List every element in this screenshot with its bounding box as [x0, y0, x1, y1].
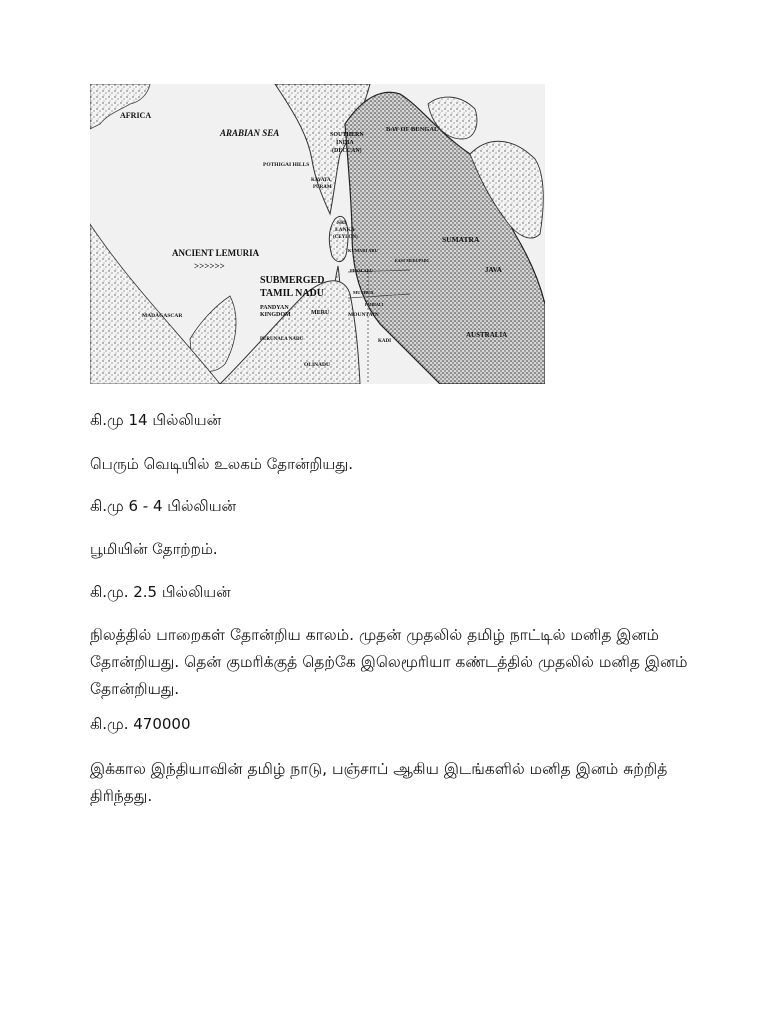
label-pessi-aru: PESSI ARU [350, 268, 374, 273]
date-heading-1: கி.மு 14 பில்லியன் [90, 411, 222, 429]
date-heading-2: கி.மு 6 - 4 பில்லியன் [90, 497, 237, 515]
label-puram: PURAM [313, 185, 332, 190]
label-arabian-sea: ARABIAN SEA [220, 128, 280, 138]
date-heading-3: கி.மு. 2.5 பில்லியன் [90, 583, 231, 601]
label-ancient-lemuria: ANCIENT LEMURIA [172, 248, 260, 258]
lemuria-map-figure [90, 84, 545, 384]
label-pandyan: PANDYAN [260, 305, 289, 311]
label-sri: SRI [337, 220, 347, 226]
label-kumari-aru: KUMARI ARU [348, 248, 378, 253]
paragraph-3: நிலத்தில் பாறைகள் தோன்றிய காலம். முதன் முதலில் தமிழ் நாட்டில் மனித இனம் தோன்றியது. தென் குமரிக்குத் தெற்கே இலெமூரியா கண்டத்தில் முதலில் மனித இனம் தோன்றியது. [90, 626, 688, 698]
label-kadi: KADI [378, 339, 392, 344]
label-perunala: PERUNALA NADU [260, 337, 304, 342]
lemuria-map [90, 84, 545, 384]
label-java: JAVA [485, 266, 502, 274]
paragraph-4: இக்கால இந்தியாவின் தமிழ் நாடு, பஞ்சாப் ஆகிய இடங்களில் மனித இனம் சுற்றித் திரிந்தது. [90, 760, 668, 805]
label-kavata: KAVATA [311, 178, 331, 183]
label-pothigai: POTHIGAI HILLS [263, 162, 310, 168]
label-lanka: LANKA [335, 227, 355, 233]
label-australia: AUSTRALIA [466, 331, 508, 339]
date-heading-4: கி.மு. 470000 [90, 715, 191, 733]
label-submerged: SUBMERGED [260, 275, 325, 286]
label-madagascar: MADAGASCAR [142, 313, 183, 319]
label-pahrali: PAHRALI [365, 302, 384, 307]
label-east-merupadu: EAST MERUPADU [395, 258, 430, 263]
label-sumatra: SUMATRA [442, 235, 480, 244]
label-mountain: MOUNTAIN [348, 312, 379, 318]
label-southern: SOUTHERN [330, 132, 364, 138]
label-lemuria-arrows: >>>>>> [194, 261, 225, 271]
label-tamil-nadu: TAMIL NADU [260, 288, 324, 299]
label-meru: MERU [311, 310, 330, 316]
label-africa: AFRICA [120, 111, 152, 120]
label-india: INDIA [336, 140, 354, 146]
label-deccan: (DECCAN) [332, 148, 362, 154]
label-kingdom: KINGDOM [260, 312, 291, 318]
label-ceylon: (CEYLON) [333, 235, 358, 240]
paragraph-2: பூமியின் தோற்றம். [90, 540, 218, 558]
label-muthur: MUTHUR [353, 290, 374, 295]
label-bay-of-bengal: BAY OF BENGAL [386, 126, 439, 133]
label-olinadu: OLINADU [304, 362, 330, 368]
paragraph-1: பெரும் வெடியில் உலகம் தோன்றியது. [90, 455, 353, 473]
